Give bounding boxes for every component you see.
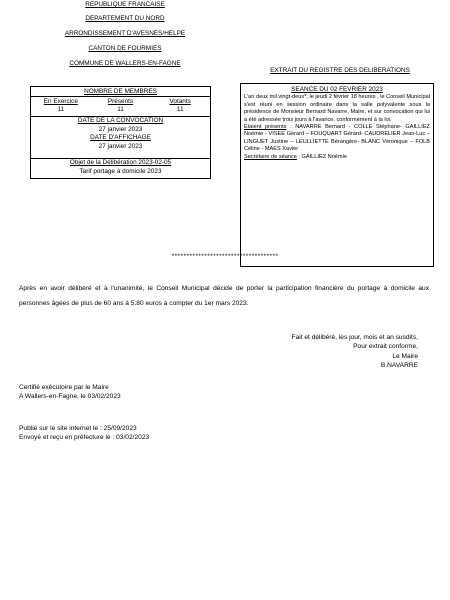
exercice-label: En Exercice xyxy=(43,98,78,105)
seance-box xyxy=(240,83,434,267)
seance-intro: L'an deux mil vingt-deux*, le jeudi 2 février 18 heures , le Conseil Municipal s'est réuni en session ordinaire dans la salle polyvalente sous la présidence de Monsieur Bernard Navarre, Maire, et sur convocation qui lui a été adressée trois jours à l'avance, conformément à la loi. xyxy=(244,94,430,123)
signature-line-1: Fait et délibéré, les jour, mois et an susdits, xyxy=(291,334,418,341)
publie-line-2: Envoyé et reçu en préfecture le : 03/02/2023 xyxy=(19,433,150,441)
votants-label: Votants xyxy=(169,98,191,105)
secretaire-label: Secrétaire de séance xyxy=(244,153,297,160)
presents-heading: Etaient présents xyxy=(244,124,287,131)
header-commune: COMMUNE DE WALLERS-EN-FAGNE xyxy=(69,60,181,67)
signature-line-2: Pour extrait conforme, xyxy=(353,343,418,351)
convocation-label: DATE DE LA CONVOCATION xyxy=(77,117,164,124)
exercice-value: 11 xyxy=(57,106,65,113)
membres-title: NOMBRE DE MEMBRES xyxy=(84,88,157,95)
certifie-line-1: Certifié exécutoire par le Maire xyxy=(19,384,109,391)
presents-list: : NAVARRE Bernard - COLLE Stéphane- GAILLIEZ Noémie - VISEE Gérard – FOUQUART Gérard- CAUDRELIER Jean-Luc – LINGUET Justine – LEULLIETTE Bérangère- BLANC Véronique – FOLB Céline - MAES Xavier xyxy=(244,124,430,153)
affichage-value: 27 janvier 2023 xyxy=(98,142,143,150)
header-arrondissement: ARRONDISSEMENT D'AVESNES/HELPE xyxy=(64,30,186,37)
objet-label: Objet de la Délibération 2023-02-05 xyxy=(69,159,172,166)
membres-box xyxy=(30,86,211,179)
extrait-title: EXTRAIT DU REGISTRE DES DELIBERATIONS xyxy=(270,67,410,74)
objet-value: Tarif portage à domicile 2023 xyxy=(79,168,162,175)
signature-line-3: Le Maire xyxy=(392,352,418,360)
certifie-block xyxy=(19,384,121,401)
presents-label: Présents xyxy=(107,98,134,105)
convocation-value: 27 janvier 2023 xyxy=(98,125,143,133)
seance-title: SEANCE DU 02 FEVRIER 2023 xyxy=(291,86,383,93)
signature-line-4: B.NAVARRE xyxy=(380,361,418,369)
publie-line-1: Publié sur le site internet le : 25/09/2023 xyxy=(19,425,137,432)
presents-value: 11 xyxy=(117,106,124,113)
certifie-line-2: A Wallers-en-Fagne, le 03/02/2023 xyxy=(19,392,121,400)
stars-separator: ************************************ xyxy=(171,253,279,260)
header-canton: CANTON DE FOURMIES xyxy=(88,45,162,52)
affichage-label: DATE D'AFFICHAGE xyxy=(90,134,151,142)
publication-block xyxy=(19,425,149,442)
signature-block xyxy=(292,333,418,370)
header-departement: DEPARTEMENT DU NORD xyxy=(85,15,165,22)
secretaire-name: : GAILLIEZ Noémie xyxy=(296,153,347,160)
votants-value: 11 xyxy=(176,106,184,113)
header-republique: REPUBLIQUE FRANCAISE xyxy=(85,1,165,8)
deliberation-text: Après en avoir délibéré et à l'unanimité, le Conseil Municipal décide de porter la participation financière du portage à domicile aux personnes âgées de plus de 60 ans à 5.80 euros à compter du 1er mars 2023. xyxy=(19,285,429,307)
